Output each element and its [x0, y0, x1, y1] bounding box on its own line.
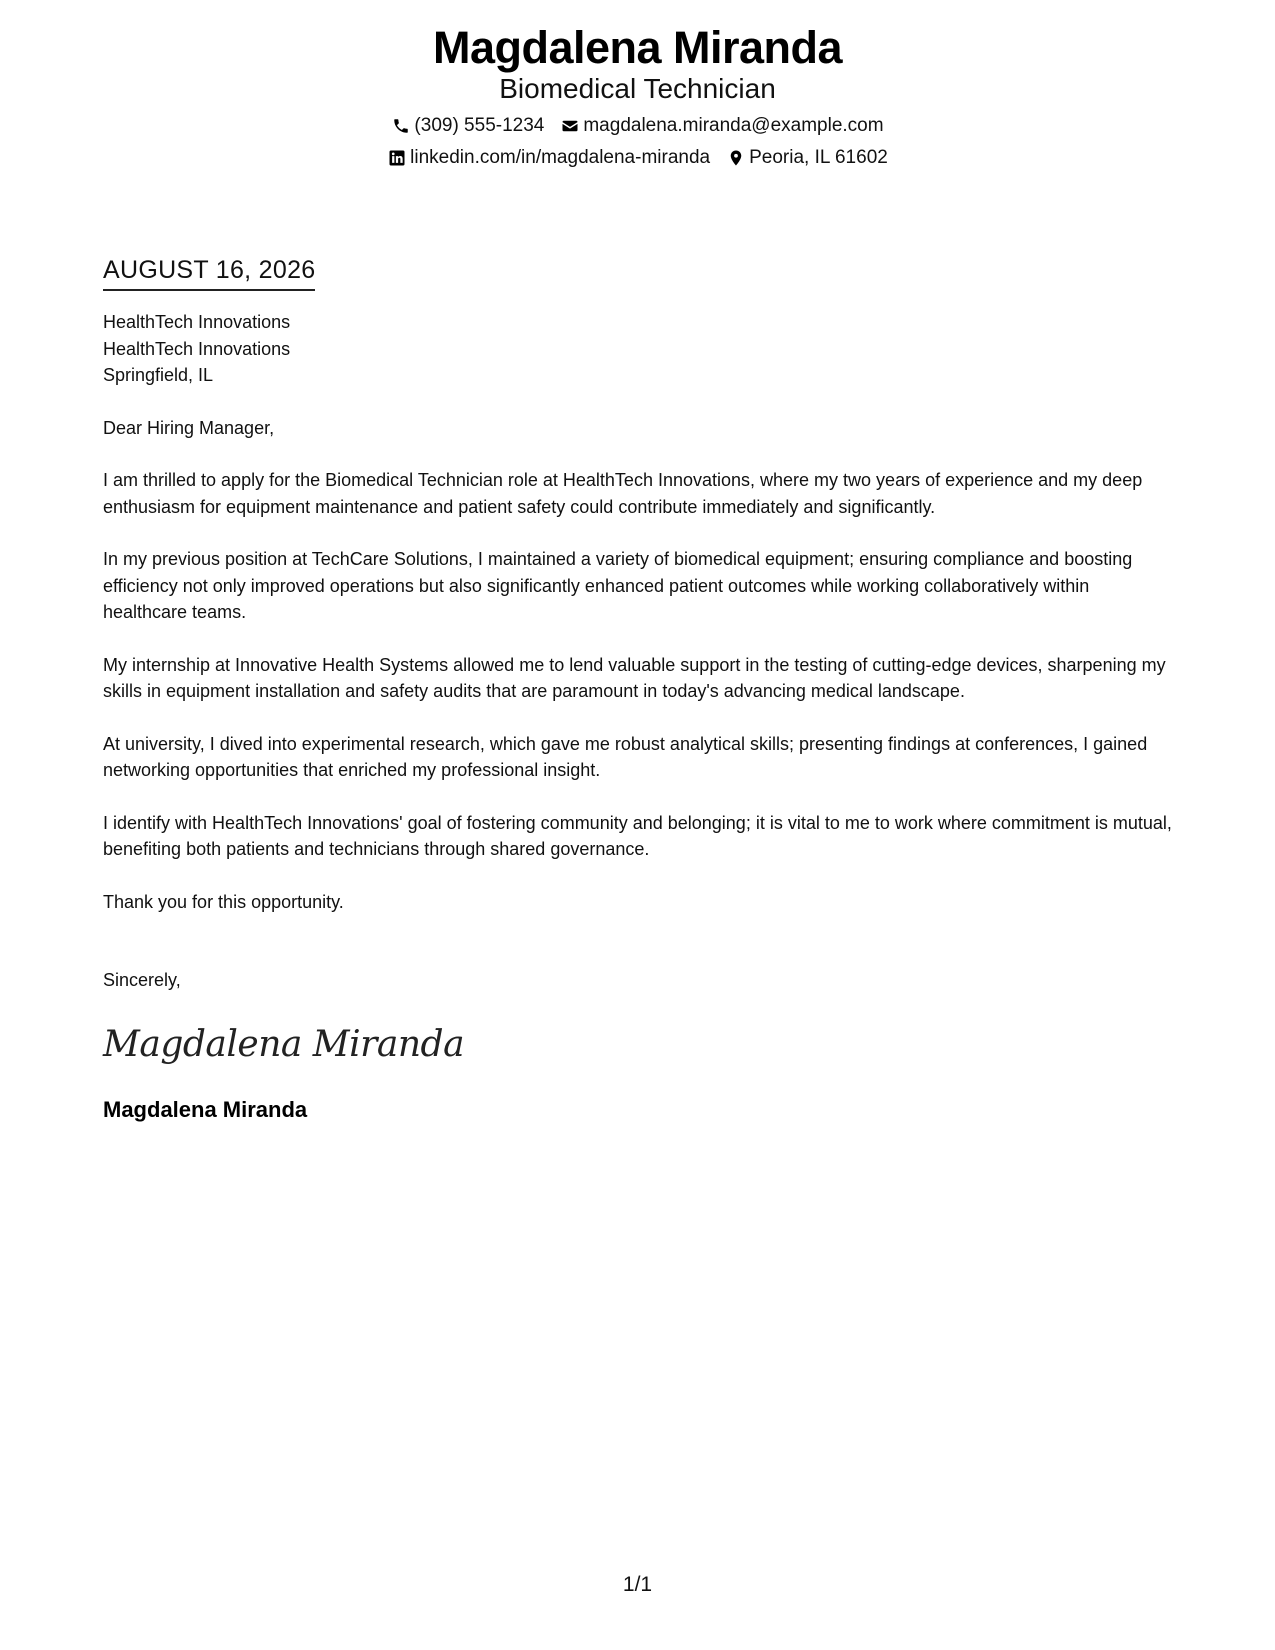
- page-number: 1/1: [622, 1573, 653, 1596]
- applicant-name: Magdalena Miranda: [432, 22, 843, 73]
- body-paragraph: My internship at Innovative Health Systems allowed me to lend valuable support in the testing of cutting-edge devices, sharpening my skills in equipment installation and safety audits that are paramount in today's advancing medical landscape.: [103, 654, 1166, 701]
- location-text: Peoria, IL 61602: [749, 147, 888, 168]
- contact-email[interactable]: [560, 114, 883, 138]
- linkedin-icon: [387, 149, 406, 168]
- letter-date: AUGUST 16, 2026: [103, 254, 315, 291]
- signer-name: Magdalena Miranda: [103, 1096, 308, 1122]
- letter-body: [103, 254, 1178, 1124]
- contact-phone[interactable]: [391, 114, 544, 138]
- body-paragraph: In my previous position at TechCare Solutions, I maintained a variety of biomedical equipment; ensuring compliance and boosting efficiency not only improved operations but also significantly enhanced patient outcomes while working collaboratively within healthcare teams.: [103, 549, 1133, 622]
- closing: Sincerely,: [103, 970, 181, 990]
- linkedin-url: linkedin.com/in/magdalena-miranda: [410, 147, 711, 168]
- applicant-title: Biomedical Technician: [499, 73, 776, 104]
- handwritten-signature: Magdalena Miranda: [103, 1023, 465, 1065]
- salutation: Dear Hiring Manager,: [103, 417, 275, 438]
- recipient-line: HealthTech Innovations: [103, 338, 291, 359]
- contact-row-secondary: [0, 146, 1275, 170]
- recipient-line: Springfield, IL: [103, 365, 214, 385]
- email-address: magdalena.miranda@example.com: [583, 115, 884, 136]
- body-paragraph: I am thrilled to apply for the Biomedical Technician role at HealthTech Innovations, where my two years of experience and my deep enthusiasm for equipment maintenance and patient safety could contribute immediately and significantly.: [103, 470, 1143, 517]
- body-paragraph: Thank you for this opportunity.: [103, 891, 344, 912]
- body-paragraph: I identify with HealthTech Innovations' goal of fostering community and belonging; it is vital to me to work where commitment is mutual, benefiting both patients and technicians through shared governance.: [103, 812, 1172, 859]
- map-pin-icon: [726, 149, 745, 168]
- recipient-address: [103, 309, 1178, 389]
- phone-number: (309) 555-1234: [414, 115, 545, 136]
- contact-linkedin[interactable]: [387, 146, 710, 170]
- letter-header: [0, 22, 1275, 170]
- recipient-line: HealthTech Innovations: [103, 312, 291, 332]
- body-paragraph: At university, I dived into experimental research, which gave me robust analytical skills; presenting findings at conferences, I gained networking opportunities that enriched my professional insight.: [103, 733, 1148, 780]
- envelope-icon: [560, 117, 579, 136]
- contact-row-primary: [0, 114, 1275, 138]
- contact-location: [726, 146, 888, 170]
- phone-icon: [391, 117, 410, 136]
